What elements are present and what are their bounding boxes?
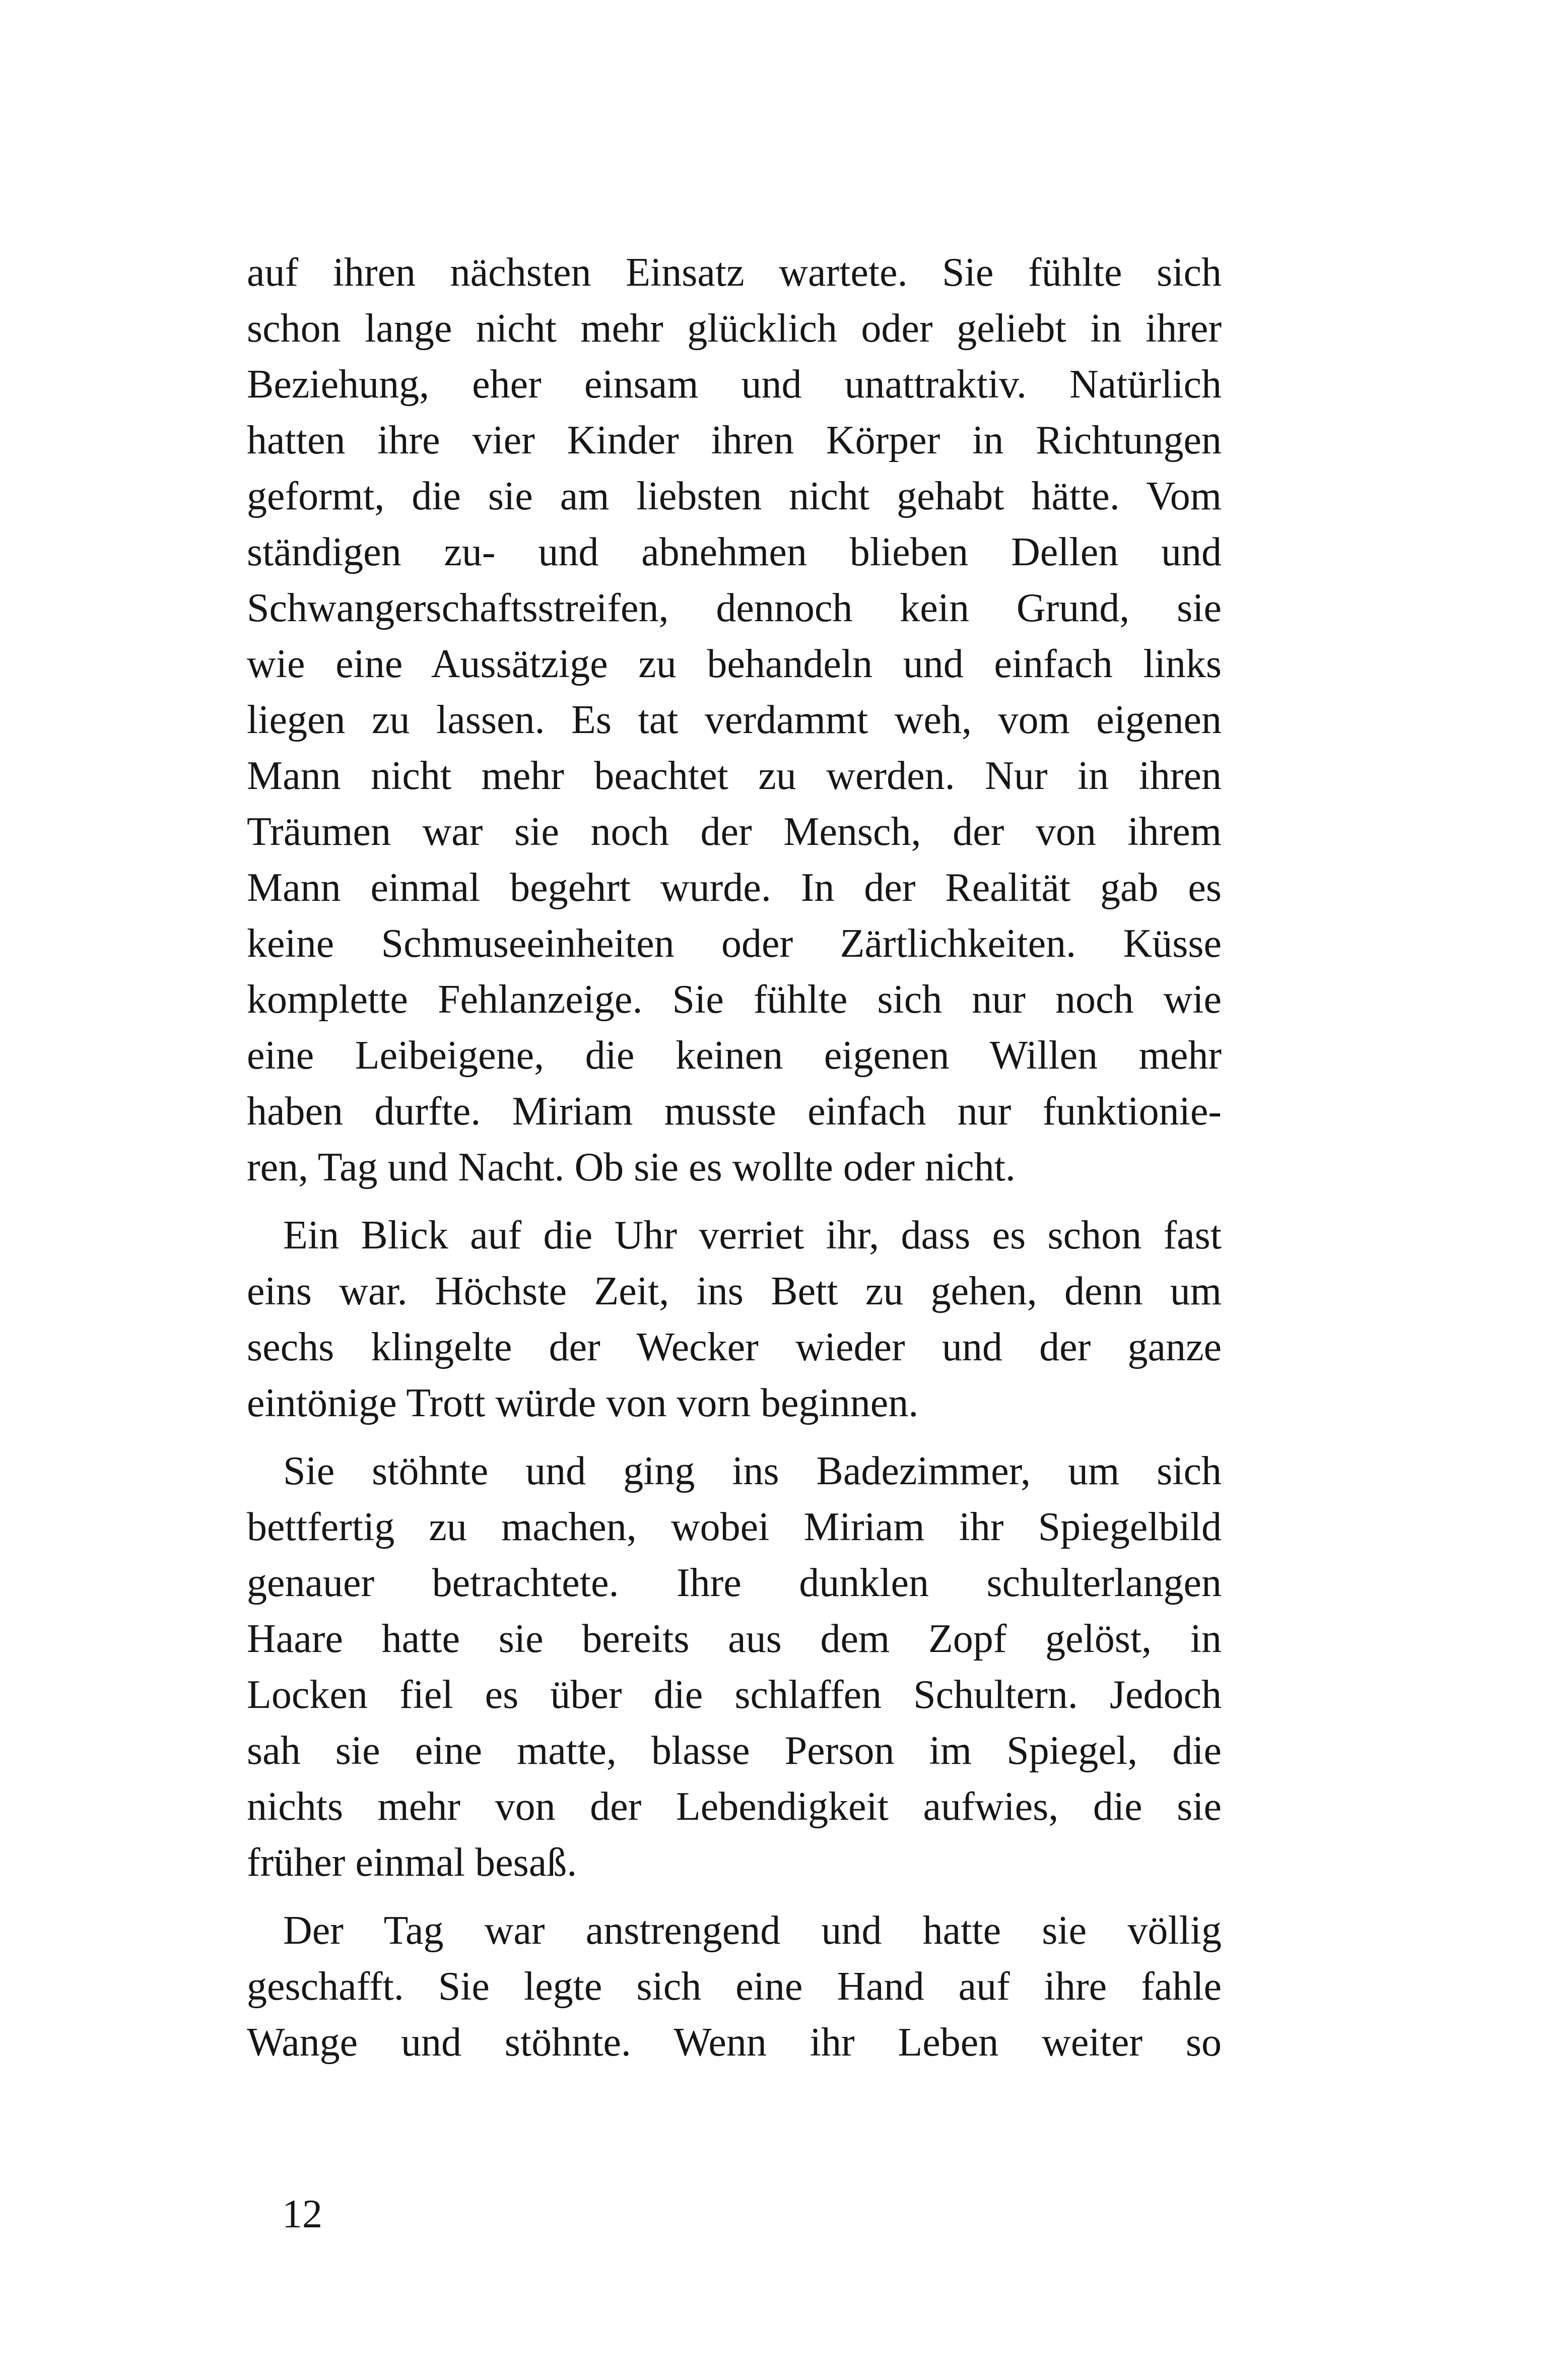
text-line: wie eine Aussätzige zu behandeln und einfach links [247, 642, 1222, 686]
text-line: geformt, die sie am liebsten nicht gehabt hätte. Vom [247, 474, 1222, 518]
text-line: früher einmal besaß. [247, 1840, 577, 1885]
text-line: Beziehung, eher einsam und unattraktiv. Natürlich [247, 362, 1222, 407]
page-number: 12 [282, 2192, 322, 2236]
text-line: hatten ihre vier Kinder ihren Körper in Richtungen [247, 418, 1222, 462]
text-line: eine Leibeigene, die keinen eigenen Willen mehr [247, 1033, 1222, 1078]
text-line: auf ihren nächsten Einsatz wartete. Sie fühlte sich [247, 250, 1222, 295]
text-line: liegen zu lassen. Es tat verdammt weh, vom eigenen [247, 698, 1222, 742]
text-line: bettfertig zu machen, wobei Miriam ihr Spiegelbild [247, 1505, 1222, 1549]
text-line: ständigen zu- und abnehmen blieben Dellen und [247, 530, 1222, 574]
text-line: sechs klingelte der Wecker wieder und der ganze [247, 1325, 1222, 1369]
text-line: eintönige Trott würde von vorn beginnen. [247, 1381, 919, 1425]
text-line: Träumen war sie noch der Mensch, der von ihrem [247, 810, 1222, 854]
text-line: Sie stöhnte und ging ins Badezimmer, um sich [283, 1449, 1222, 1493]
text-line: nichts mehr von der Lebendigkeit aufwies, die sie [247, 1784, 1222, 1829]
text-line: ren, Tag und Nacht. Ob sie es wollte oder nicht. [247, 1145, 1016, 1189]
text-line: Ein Blick auf die Uhr verriet ihr, dass es schon fast [283, 1213, 1222, 1258]
text-line: Der Tag war anstrengend und hatte sie völlig [283, 1908, 1222, 1953]
text-line: Locken fiel es über die schlaffen Schultern. Jedoch [247, 1673, 1222, 1717]
text-line: haben durfte. Miriam musste einfach nur funktionie- [247, 1089, 1222, 1134]
text-line: Mann nicht mehr beachtet zu werden. Nur in ihren [247, 754, 1222, 798]
text-line: Haare hatte sie bereits aus dem Zopf gelöst, in [247, 1617, 1222, 1661]
text-line: sah sie eine matte, blasse Person im Spiegel, die [247, 1729, 1222, 1773]
text-line: keine Schmuseeinheiten oder Zärtlichkeiten. Küsse [247, 921, 1222, 966]
text-line: schon lange nicht mehr glücklich oder geliebt in ihrer [247, 306, 1222, 351]
text-line: genauer betrachtete. Ihre dunklen schulterlangen [247, 1561, 1222, 1605]
text-line: Schwangerschaftsstreifen, dennoch kein Grund, sie [247, 586, 1222, 630]
body-text [247, 245, 1222, 2071]
text-line: geschafft. Sie legte sich eine Hand auf ihre fahle [247, 1964, 1222, 2009]
text-line: eins war. Höchste Zeit, ins Bett zu gehen, denn um [247, 1269, 1222, 1313]
text-line: Mann einmal begehrt wurde. In der Realität gab es [247, 866, 1222, 910]
text-line: komplette Fehlanzeige. Sie fühlte sich nur noch wie [247, 977, 1222, 1022]
text-line: Wange und stöhnte. Wenn ihr Leben weiter so [247, 2020, 1222, 2065]
